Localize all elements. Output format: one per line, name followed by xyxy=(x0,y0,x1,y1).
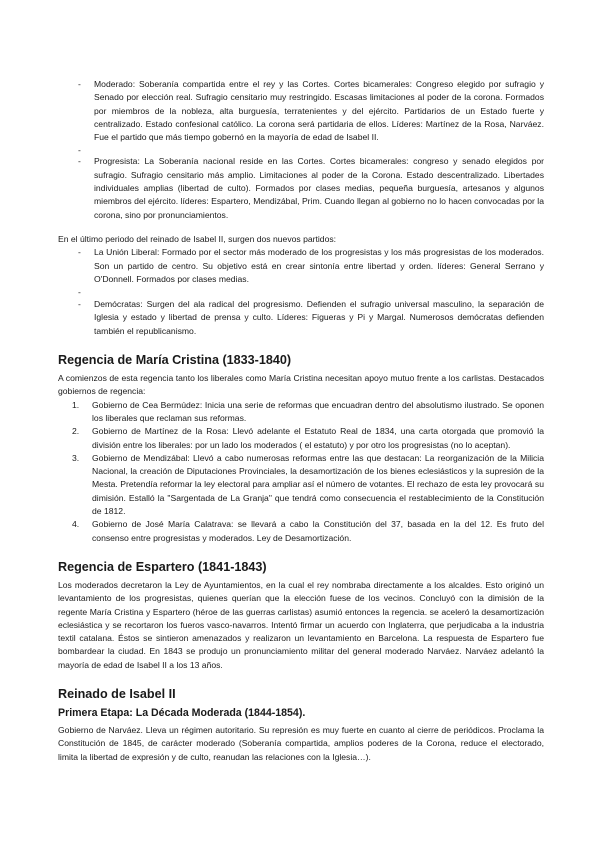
list-item-democratas: - Demócratas: Surgen del ala radical del progresismo. Defienden el sufragio universal masculino, la separación de Iglesia y estado y libertad de prensa y culto. Líderes: Figueras y Pi y Margal. Numerosos demócratas defienden también el republicanismo. xyxy=(58,298,544,338)
party-list xyxy=(58,78,544,222)
item-text: Gobierno de Mendizábal: Llevó a cabo numerosas reformas entre las que destacan: La reorganización de la Milicia Nacional, la creación de Diputaciones Provinciales, la desamortización de los bienes eclesiásticos y la supresión de la Mesta. Pretendía reformar la ley electoral para ampliar así el número de votantes. El rechazo de esta ley provocará su dimisión. Estalló la "Sargentada de La Granja" que tendrá como consecuencia el restablecimiento de la Constitución de 1812. xyxy=(92,452,544,517)
gobiernos-list xyxy=(58,399,544,545)
list-item xyxy=(72,399,544,426)
spacer xyxy=(58,286,544,298)
list-item xyxy=(72,452,544,518)
heading-reinado-isabel-ii: Reinado de Isabel II xyxy=(58,686,176,701)
list-item xyxy=(72,518,544,545)
spacer xyxy=(58,144,544,155)
item-number: 1. xyxy=(72,399,80,410)
item-text: Gobierno de Martínez de la Rosa: Llevó adelante el Estatuto Real de 1834, una carta otorgada que promovió la división entre los liberales: por un lado los moderados ( el estatuto) y por otro los progresistas (no lo aceptan). xyxy=(92,426,544,450)
list-item-progresista: - Progresista: La Soberanía nacional reside en las Cortes. Cortes bicamerales: congreso y senado elegidos por sufragio. Sufragio censitario más amplio. Limitaciones al poder de la Corona. Estado descentralizado. Libertades individuales amplias (libertad de culto). Formados por clases medias, pequeña burguesía, artesanos y algunos miembros del ejército. líderes: Espartero, Mendizábal, Prim. Cuando llegan al gobierno no lo hacen convocadas por la corona, sino por pronunciamientos. xyxy=(58,155,544,221)
regencia-mc-intro: A comienzos de esta regencia tanto los liberales como María Cristina necesitan apoyo mutuo frente a los carlistas. Destacados gobiernos de regencia: xyxy=(58,373,544,397)
item-number: 2. xyxy=(72,426,80,437)
document-content xyxy=(58,78,544,764)
item-number: 3. xyxy=(72,452,80,463)
regencia-espartero-text: Los moderados decretaron la Ley de Ayuntamientos, en la cual el rey nombraba directamente a los alcaldes. Esto originó un levantamiento de los progresistas, quienes querían que la elección fuese de los vecinos. Concluyó con la dimisión de la regente María Cristina y Espartero (héroe de las guerras carlistas) asumió entonces la regencia. se aceleró la desamortización eclesiástica y se recortaron los fueros vasco-navarros. Intentó firmar un acuerdo con Inglaterra, que perjudicaba a la industria textil catalana. Éstos se sintieron amenazados y realizaron un levantamiento en Barcelona. La respuesta de Espartero fue bombardear la ciudad. En 1843 se produjo un pronunciamiento militar del general moderado Narváez. Narváez adelantó la mayoría de edad de Isabel II a los 13 años. xyxy=(58,579,544,670)
item-text: Gobierno de José María Calatrava: se llevará a cabo la Constitución del 37, basada en la del 12. Es fruto del consenso entre progresistas y moderados. Ley de Desamortización. xyxy=(92,519,544,543)
list-item xyxy=(72,425,544,452)
item-number: 4. xyxy=(72,519,80,530)
heading-regencia-maria-cristina: Regencia de María Cristina (1833-1840) xyxy=(58,353,292,368)
spacer xyxy=(58,222,544,233)
list-item-moderado: - Moderado: Soberanía compartida entre el rey y las Cortes. Cortes bicamerales: Congreso elegido por sufragio y Senado por elección real. Sufragio censitario muy restringido. Escasas limitaciones al poder de la corona. Formados por miembros de la nobleza, alta burguesía, terratenientes y del ejército. Partidarios de un Estado fuerte y centralizado. Estado confesional católico. La corona será partidaria de ellos. Líderes: Martínez de la Rosa, Narváez. Fue el partido que más tiempo gobernó en la mayoría de edad de Isabel II. xyxy=(58,78,544,144)
new-party-list xyxy=(58,246,544,338)
new-parties-intro: En el último periodo del reinado de Isabel II, surgen dos nuevos partidos: xyxy=(58,233,337,244)
subheading-decada-moderada: Primera Etapa: La Década Moderada (1844-1854). xyxy=(58,706,306,719)
decada-moderada-text: Gobierno de Narváez. Lleva un régimen autoritario. Su represión es muy fuerte en cuanto al cierre de periódicos. Proclama la Constitución de 1845, de carácter moderado (Soberanía compartida, amplios poderes de la Corona, reduce el electorado, limita la libertad de expresión y de culto, reanudan las relaciones con la Iglesia…). xyxy=(58,724,544,762)
heading-regencia-espartero: Regencia de Espartero (1841-1843) xyxy=(58,559,267,574)
item-text: Gobierno de Cea Bermúdez: Inicia una serie de reformas que encuadran dentro del absolutismo ilustrado. Se oponen los liberales que reclaman sus reformas. xyxy=(92,399,544,423)
list-item-union-liberal: - La Unión Liberal: Formado por el sector más moderado de los progresistas y los más progresistas de los moderados. Son un partido de centro. Su objetivo está en crear sintonía entre libertad y orden. líderes: General Serrano y O'Donnell. Formados por clases medias. xyxy=(58,246,544,286)
